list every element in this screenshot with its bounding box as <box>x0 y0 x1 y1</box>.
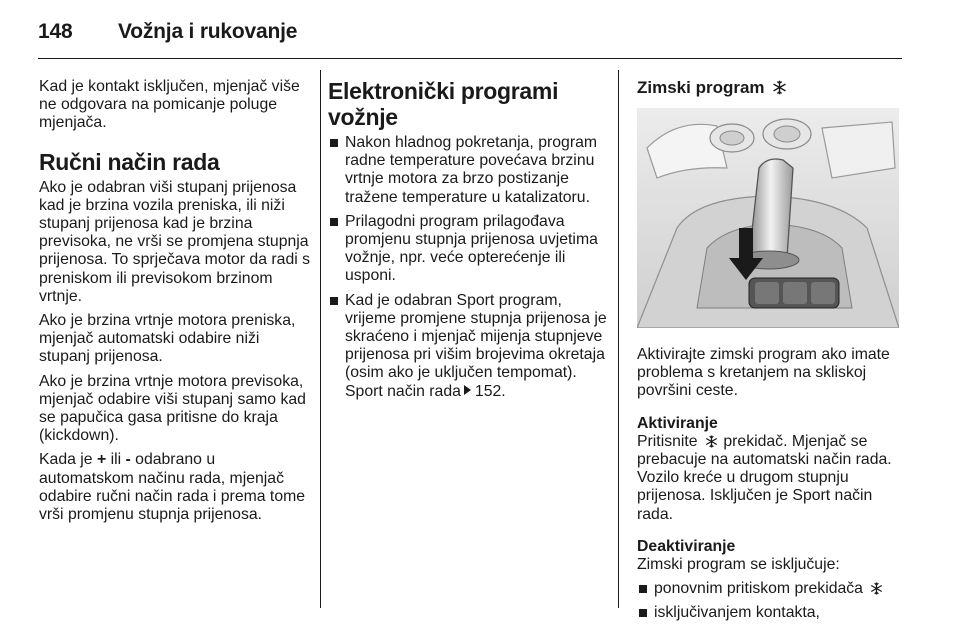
list-item: isključivanjem kontakta, <box>637 604 909 622</box>
column-1 <box>39 78 311 530</box>
snowflake-icon <box>771 79 788 96</box>
p4-text-a: Kada je <box>39 451 97 469</box>
activation-text-a: Pritisnite <box>637 432 698 450</box>
deactivation-bullet-1: ponovnim pritiskom prekidača <box>654 580 863 598</box>
intro-paragraph: Kad je kontakt isključen, mjenjač više ne odgovara na pomicanje poluge mjenjača. <box>39 78 300 132</box>
reference-arrow-icon <box>464 385 471 395</box>
list-item: Prilagodni program prilagođava promjenu stupnja prijenosa uvjetima vožnje, npr. veće opterećenje ili usponi. <box>328 213 610 286</box>
manual-paragraph-4 <box>39 451 311 524</box>
winter-caption: Aktivirajte zimski program ako imate problema s kretanjem na skliskoj površini ceste. <box>637 346 890 400</box>
winter-heading-text: Zimski program <box>637 78 765 97</box>
snowflake-icon <box>869 581 884 596</box>
p4-text-c: odabrano u automatskom načinu rada, mjenjač odabire ručni način rada i prema tome vrši promjenu stupnja prijenosa. <box>39 451 306 524</box>
section-heading-winter-program <box>637 78 909 98</box>
program-list <box>328 134 610 401</box>
page-number: 148 <box>38 20 73 43</box>
manual-paragraph-2: Ako je brzina vrtnje motora preniska, mjenjač automatski odabire niži stupanj prijenosa. <box>39 312 296 366</box>
deactivation-heading: Deaktiviranje <box>637 537 736 555</box>
column-2 <box>328 78 610 407</box>
page-title: Vožnja i rukovanje <box>118 20 298 43</box>
activation-heading: Aktiviranje <box>637 414 718 432</box>
snowflake-icon <box>704 434 719 449</box>
deactivation-list <box>637 580 909 622</box>
column-divider-2 <box>618 70 619 608</box>
column-3 <box>637 78 909 629</box>
sport-text: Kad je odabran Sport program, vrijeme promjene stupnja prijenosa je skraćeno i mjenjač mijenja stupnjeve prijenosa pri višim brojevima okretaja (osim ako je uključen tempomat). Sport način rada <box>345 291 607 400</box>
manual-paragraph-1: Ako je odabran viši stupanj prijenosa kad je brzina vozila preniska, ili niži stupanj prijenosa kad je brzina previsoka, ne vrši se promjena stupnja prijenosa. To sprječava motor da radi s preniskom ili previsokom brzinom vrtnje. <box>39 178 311 305</box>
header-rule <box>38 58 902 59</box>
plus-symbol: + <box>96 451 107 469</box>
list-item <box>637 580 909 598</box>
page-header <box>38 12 297 52</box>
list-item <box>328 292 610 401</box>
manual-paragraph-3: Ako je brzina vrtnje motora previsoka, mjenjač odabire viši stupanj samo kad se papučica gasa pritisne do kraja (kickdown). <box>39 372 306 445</box>
activation-text-b: prekidač. Mjenjač se prebacuje na automatski način rada. Vozilo kreće u drugom stupnju prijenosa. Isključen je Sport način rada. <box>637 432 892 523</box>
page-reference: 152. <box>474 382 506 400</box>
section-heading-electronic-programs: Elektronički programi vožnje <box>328 78 559 130</box>
deactivation-intro: Zimski program se isključuje: <box>637 556 840 574</box>
section-heading-manual-mode: Ručni način rada <box>39 148 220 175</box>
minus-symbol: - <box>125 451 131 469</box>
activation-paragraph <box>637 433 909 524</box>
gear-selector-illustration <box>637 108 899 328</box>
list-item: Nakon hladnog pokretanja, program radne temperature povećava brzinu vrtnje motora za brzo postizanje tražene temperature u katalizatoru. <box>328 134 610 207</box>
p4-text-b: ili <box>106 451 126 469</box>
column-divider-1 <box>320 70 321 608</box>
